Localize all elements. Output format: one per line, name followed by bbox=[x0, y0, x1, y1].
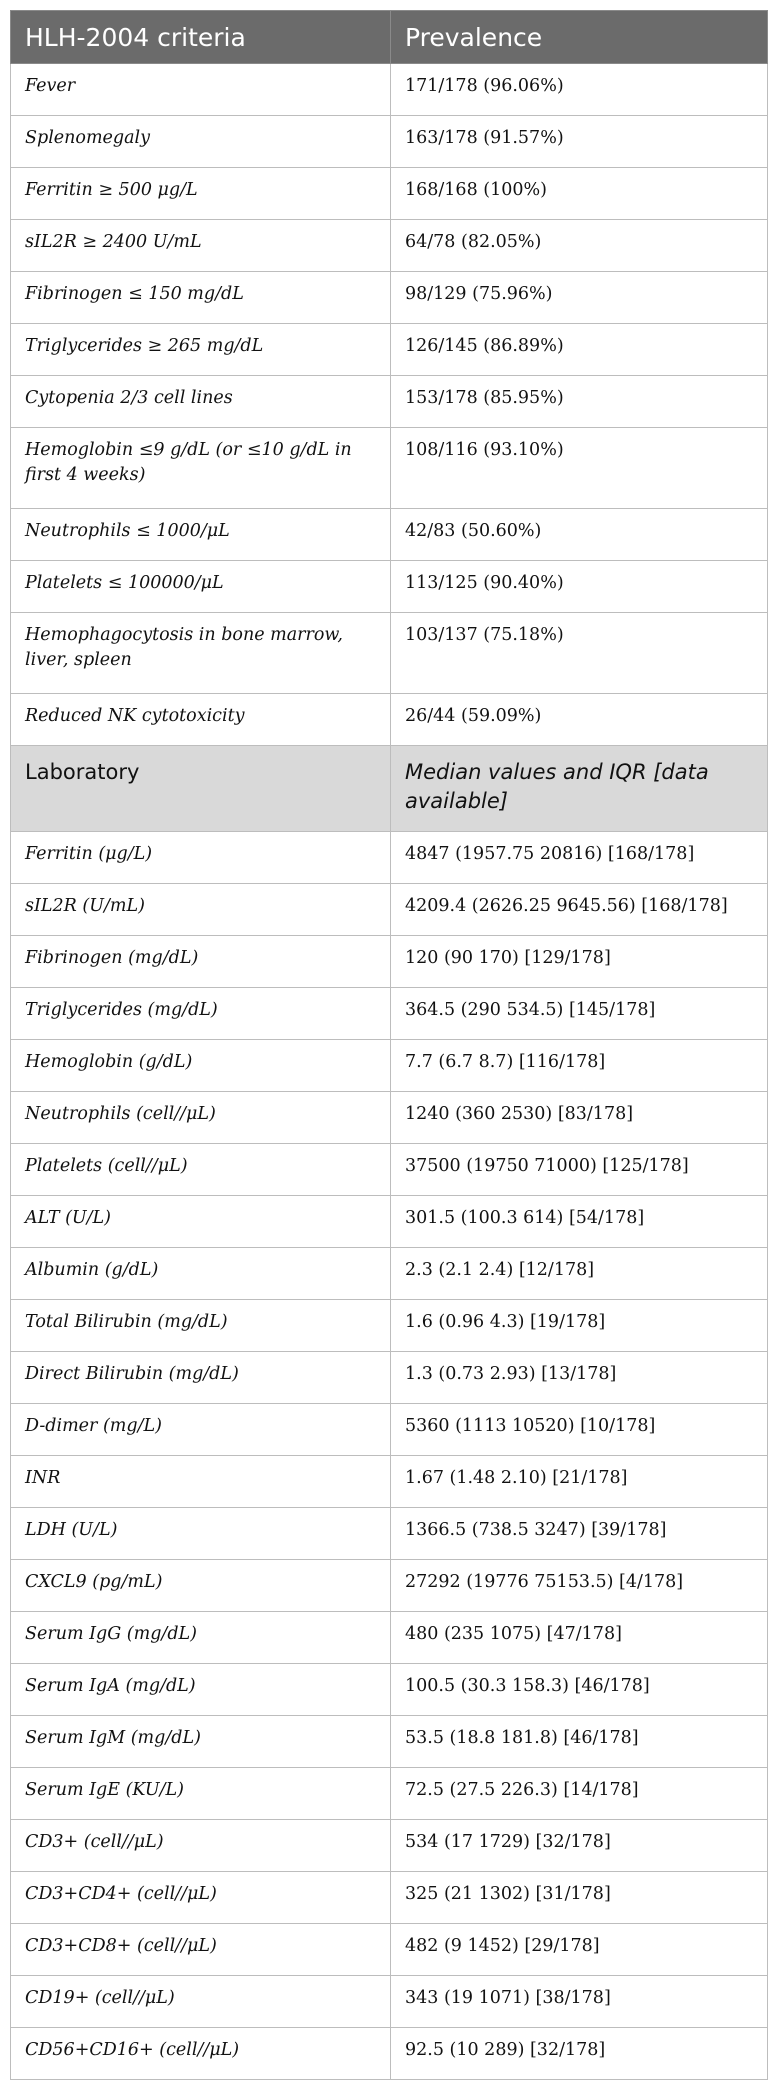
row-value: 98/129 (75.96%) bbox=[391, 272, 768, 324]
hlh-criteria-table bbox=[10, 10, 768, 2080]
row-value: 364.5 (290 534.5) [145/178] bbox=[391, 988, 768, 1040]
row-label: INR bbox=[11, 1456, 391, 1508]
row-label: Albumin (g/dL) bbox=[11, 1248, 391, 1300]
row-label: Serum IgG (mg/dL) bbox=[11, 1612, 391, 1664]
header-criteria: HLH-2004 criteria bbox=[11, 11, 391, 64]
row-value: 480 (235 1075) [47/178] bbox=[391, 1612, 768, 1664]
table-row bbox=[11, 936, 768, 988]
row-label: Fibrinogen (mg/dL) bbox=[11, 936, 391, 988]
table-row bbox=[11, 1196, 768, 1248]
table-row bbox=[11, 694, 768, 746]
row-label: Neutrophils (cell//μL) bbox=[11, 1092, 391, 1144]
row-label: Hemoglobin (g/dL) bbox=[11, 1040, 391, 1092]
subheader-median-values: Median values and IQR [data available] bbox=[391, 746, 768, 832]
table-row bbox=[11, 884, 768, 936]
table-row bbox=[11, 1560, 768, 1612]
row-value: 53.5 (18.8 181.8) [46/178] bbox=[391, 1716, 768, 1768]
table-row bbox=[11, 1664, 768, 1716]
table-row bbox=[11, 832, 768, 884]
row-label: CD3+ (cell//μL) bbox=[11, 1820, 391, 1872]
row-value: 301.5 (100.3 614) [54/178] bbox=[391, 1196, 768, 1248]
row-label: LDH (U/L) bbox=[11, 1508, 391, 1560]
table-row bbox=[11, 1300, 768, 1352]
row-value: 26/44 (59.09%) bbox=[391, 694, 768, 746]
table-row bbox=[11, 1716, 768, 1768]
table-row bbox=[11, 272, 768, 324]
row-value: 103/137 (75.18%) bbox=[391, 613, 768, 694]
row-label: Platelets ≤ 100000/μL bbox=[11, 561, 391, 613]
row-value: 343 (19 1071) [38/178] bbox=[391, 1976, 768, 2028]
table-row bbox=[11, 1924, 768, 1976]
table-row bbox=[11, 1144, 768, 1196]
row-value: 42/83 (50.60%) bbox=[391, 509, 768, 561]
row-value: 4209.4 (2626.25 9645.56) [168/178] bbox=[391, 884, 768, 936]
row-label: Triglycerides (mg/dL) bbox=[11, 988, 391, 1040]
table-row bbox=[11, 1248, 768, 1300]
table-row bbox=[11, 376, 768, 428]
row-value: 2.3 (2.1 2.4) [12/178] bbox=[391, 1248, 768, 1300]
row-value: 168/168 (100%) bbox=[391, 168, 768, 220]
row-value: 120 (90 170) [129/178] bbox=[391, 936, 768, 988]
row-label: sIL2R (U/mL) bbox=[11, 884, 391, 936]
table-row bbox=[11, 1352, 768, 1404]
laboratory-section bbox=[11, 832, 768, 2080]
row-value: 534 (17 1729) [32/178] bbox=[391, 1820, 768, 1872]
row-value: 4847 (1957.75 20816) [168/178] bbox=[391, 832, 768, 884]
table-row bbox=[11, 324, 768, 376]
row-value: 325 (21 1302) [31/178] bbox=[391, 1872, 768, 1924]
row-label: Neutrophils ≤ 1000/μL bbox=[11, 509, 391, 561]
row-value: 92.5 (10 289) [32/178] bbox=[391, 2028, 768, 2080]
table-row bbox=[11, 1092, 768, 1144]
table-row bbox=[11, 1612, 768, 1664]
laboratory-subheader-section bbox=[11, 746, 768, 832]
row-label: ALT (U/L) bbox=[11, 1196, 391, 1248]
row-label: Triglycerides ≥ 265 mg/dL bbox=[11, 324, 391, 376]
table-row bbox=[11, 1768, 768, 1820]
row-label: Fibrinogen ≤ 150 mg/dL bbox=[11, 272, 391, 324]
table-row bbox=[11, 116, 768, 168]
row-label: CD19+ (cell//μL) bbox=[11, 1976, 391, 2028]
row-value: 1.3 (0.73 2.93) [13/178] bbox=[391, 1352, 768, 1404]
table-header bbox=[11, 11, 768, 64]
row-value: 482 (9 1452) [29/178] bbox=[391, 1924, 768, 1976]
row-value: 108/116 (93.10%) bbox=[391, 428, 768, 509]
subheader-laboratory: Laboratory bbox=[11, 746, 391, 832]
row-value: 113/125 (90.40%) bbox=[391, 561, 768, 613]
row-value: 100.5 (30.3 158.3) [46/178] bbox=[391, 1664, 768, 1716]
row-value: 153/178 (85.95%) bbox=[391, 376, 768, 428]
header-row bbox=[11, 11, 768, 64]
header-prevalence: Prevalence bbox=[391, 11, 768, 64]
table-row bbox=[11, 1456, 768, 1508]
table-row bbox=[11, 168, 768, 220]
row-value: 64/78 (82.05%) bbox=[391, 220, 768, 272]
table-row bbox=[11, 64, 768, 116]
table-row bbox=[11, 1872, 768, 1924]
row-label: CD3+CD8+ (cell//μL) bbox=[11, 1924, 391, 1976]
row-label: Platelets (cell//μL) bbox=[11, 1144, 391, 1196]
row-value: 126/145 (86.89%) bbox=[391, 324, 768, 376]
row-label: Fever bbox=[11, 64, 391, 116]
row-label: Splenomegaly bbox=[11, 116, 391, 168]
table-row bbox=[11, 1976, 768, 2028]
table-row bbox=[11, 220, 768, 272]
table-row bbox=[11, 428, 768, 509]
table-row bbox=[11, 613, 768, 694]
table-row bbox=[11, 1404, 768, 1456]
row-label: CXCL9 (pg/mL) bbox=[11, 1560, 391, 1612]
row-label: Serum IgM (mg/dL) bbox=[11, 1716, 391, 1768]
row-label: CD3+CD4+ (cell//μL) bbox=[11, 1872, 391, 1924]
subheader-row bbox=[11, 746, 768, 832]
row-value: 1366.5 (738.5 3247) [39/178] bbox=[391, 1508, 768, 1560]
row-value: 37500 (19750 71000) [125/178] bbox=[391, 1144, 768, 1196]
row-value: 1.67 (1.48 2.10) [21/178] bbox=[391, 1456, 768, 1508]
row-label: D-dimer (mg/L) bbox=[11, 1404, 391, 1456]
row-value: 1240 (360 2530) [83/178] bbox=[391, 1092, 768, 1144]
table-row bbox=[11, 1820, 768, 1872]
row-label: sIL2R ≥ 2400 U/mL bbox=[11, 220, 391, 272]
row-label: CD56+CD16+ (cell//μL) bbox=[11, 2028, 391, 2080]
row-label: Ferritin ≥ 500 μg/L bbox=[11, 168, 391, 220]
table-row bbox=[11, 1040, 768, 1092]
criteria-section bbox=[11, 64, 768, 746]
row-label: Serum IgA (mg/dL) bbox=[11, 1664, 391, 1716]
table-row bbox=[11, 561, 768, 613]
row-label: Hemoglobin ≤9 g/dL (or ≤10 g/dL in first 4 weeks) bbox=[11, 428, 391, 509]
row-label: Reduced NK cytotoxicity bbox=[11, 694, 391, 746]
table-row bbox=[11, 509, 768, 561]
row-label: Serum IgE (KU/L) bbox=[11, 1768, 391, 1820]
row-value: 1.6 (0.96 4.3) [19/178] bbox=[391, 1300, 768, 1352]
row-value: 27292 (19776 75153.5) [4/178] bbox=[391, 1560, 768, 1612]
row-label: Direct Bilirubin (mg/dL) bbox=[11, 1352, 391, 1404]
row-value: 5360 (1113 10520) [10/178] bbox=[391, 1404, 768, 1456]
table-row bbox=[11, 2028, 768, 2080]
row-value: 163/178 (91.57%) bbox=[391, 116, 768, 168]
row-label: Cytopenia 2/3 cell lines bbox=[11, 376, 391, 428]
row-value: 72.5 (27.5 226.3) [14/178] bbox=[391, 1768, 768, 1820]
table-row bbox=[11, 988, 768, 1040]
row-label: Ferritin (μg/L) bbox=[11, 832, 391, 884]
row-label: Hemophagocytosis in bone marrow, liver, spleen bbox=[11, 613, 391, 694]
row-value: 7.7 (6.7 8.7) [116/178] bbox=[391, 1040, 768, 1092]
table-row bbox=[11, 1508, 768, 1560]
row-label: Total Bilirubin (mg/dL) bbox=[11, 1300, 391, 1352]
row-value: 171/178 (96.06%) bbox=[391, 64, 768, 116]
